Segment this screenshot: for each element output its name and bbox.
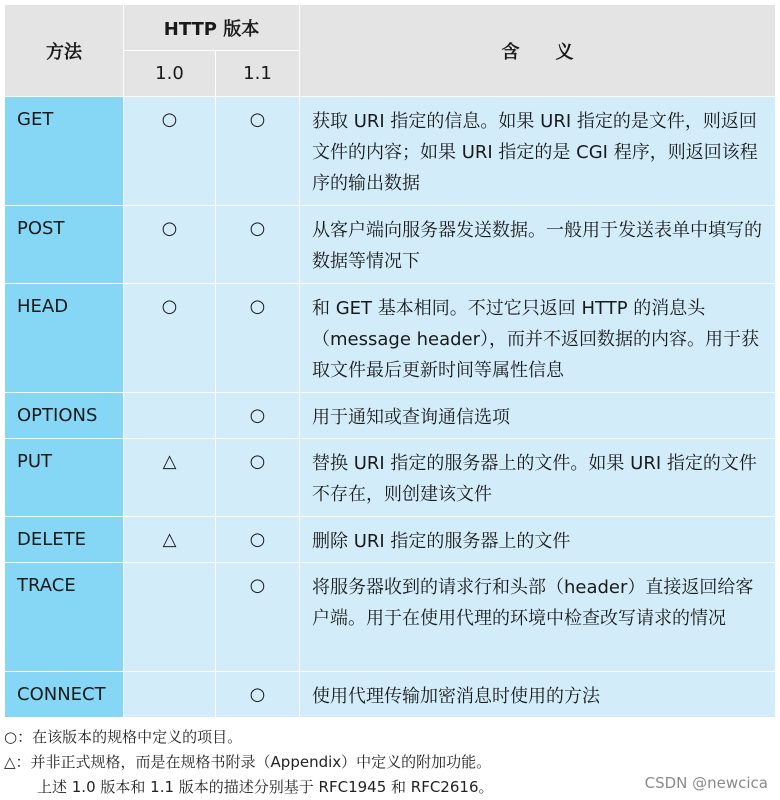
- method-description: 删除 URI 指定的服务器上的文件: [300, 517, 776, 563]
- header-http-version: HTTP 版本: [124, 5, 300, 51]
- version-1-0-mark: △: [124, 517, 216, 563]
- header-version-1-1: 1.1: [216, 51, 300, 97]
- version-1-0-mark: △: [124, 439, 216, 517]
- table-row: [5, 672, 776, 718]
- version-1-0-mark: ○: [124, 206, 216, 284]
- version-1-0-mark: [124, 672, 216, 718]
- method-name: PUT: [5, 439, 124, 517]
- version-1-1-mark: ○: [216, 393, 300, 439]
- method-name: POST: [5, 206, 124, 284]
- method-name: CONNECT: [5, 672, 124, 718]
- version-1-1-mark: ○: [216, 563, 300, 672]
- method-description: 和 GET 基本相同。不过它只返回 HTTP 的消息头（message header），而并不返回数据的内容。用于获取文件最后更新时间等属性信息: [300, 284, 776, 393]
- header-meaning: 含 义: [300, 5, 776, 97]
- method-description: 将服务器收到的请求行和头部（header）直接返回给客户端。用于在使用代理的环境中检查改写请求的情况: [300, 563, 776, 672]
- method-description: 使用代理传输加密消息时使用的方法: [300, 672, 776, 718]
- version-1-0-mark: ○: [124, 284, 216, 393]
- table-row: [5, 563, 776, 672]
- version-1-0-mark: [124, 393, 216, 439]
- method-description: 用于通知或查询通信选项: [300, 393, 776, 439]
- table-row: [5, 517, 776, 563]
- method-description: 获取 URI 指定的信息。如果 URI 指定的是文件，则返回文件的内容；如果 URI 指定的是 CGI 程序，则返回该程序的输出数据: [300, 97, 776, 206]
- table-row: [5, 206, 776, 284]
- method-description: 从客户端向服务器发送数据。一般用于发送表单中填写的数据等情况下: [300, 206, 776, 284]
- watermark: CSDN @newcica: [644, 774, 768, 792]
- version-1-1-mark: ○: [216, 206, 300, 284]
- table-row: [5, 97, 776, 206]
- method-name: OPTIONS: [5, 393, 124, 439]
- version-1-1-mark: ○: [216, 672, 300, 718]
- header-version-1-0: 1.0: [124, 51, 216, 97]
- version-1-1-mark: ○: [216, 439, 300, 517]
- version-1-1-mark: ○: [216, 97, 300, 206]
- header-method: 方法: [5, 5, 124, 97]
- version-1-0-mark: [124, 563, 216, 672]
- table-row: [5, 439, 776, 517]
- footnote-triangle: △：并非正式规格，而是在规格书附录（Appendix）中定义的附加功能。: [4, 753, 492, 771]
- method-name: TRACE: [5, 563, 124, 672]
- table-row: [5, 393, 776, 439]
- method-description: 替换 URI 指定的服务器上的文件。如果 URI 指定的文件不存在，则创建该文件: [300, 439, 776, 517]
- method-name: HEAD: [5, 284, 124, 393]
- http-methods-table: [4, 4, 776, 718]
- version-1-0-mark: ○: [124, 97, 216, 206]
- version-1-1-mark: ○: [216, 517, 300, 563]
- method-name: GET: [5, 97, 124, 206]
- version-1-1-mark: ○: [216, 284, 300, 393]
- table-row: [5, 284, 776, 393]
- method-name: DELETE: [5, 517, 124, 563]
- footnote-circle: ○：在该版本的规格中定义的项目。: [4, 728, 243, 746]
- footnote-rfc: 上述 1.0 版本和 1.1 版本的描述分别基于 RFC1945 和 RFC2616。: [37, 778, 494, 796]
